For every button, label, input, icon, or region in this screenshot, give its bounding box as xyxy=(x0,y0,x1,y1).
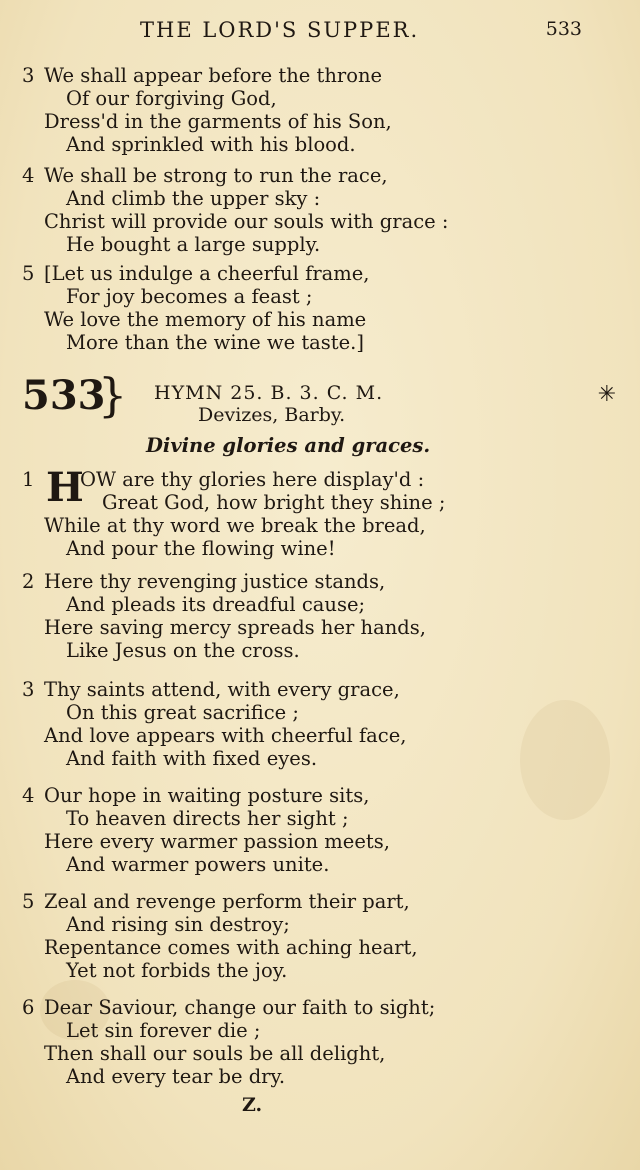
verse-line: He bought a large supply. xyxy=(66,233,321,256)
verse-line: Then shall our souls be all delight, xyxy=(44,1042,386,1065)
verse-line: Like Jesus on the cross. xyxy=(66,639,300,662)
verse-line: Zeal and revenge perform their part, xyxy=(44,890,410,913)
verse-line: Thy saints attend, with every grace, xyxy=(44,678,400,701)
brace-icon: } xyxy=(98,368,128,422)
verse-line: [Let us indulge a cheerful frame, xyxy=(44,262,370,285)
verse-line: And every tear be dry. xyxy=(66,1065,286,1088)
ornament-icon: ✳ xyxy=(597,382,616,407)
verse-line: Christ will provide our souls with grace : xyxy=(44,210,449,233)
verse-line: And pleads its dreadful cause; xyxy=(66,593,366,616)
verse-line: And climb the upper sky : xyxy=(66,187,321,210)
verse-line: And love appears with cheerful face, xyxy=(44,724,407,747)
verse-line: Here saving mercy spreads her hands, xyxy=(44,616,426,639)
verse-line: We shall be strong to run the race, xyxy=(44,164,388,187)
stanza-number: 5 xyxy=(22,890,35,913)
prev-stanza xyxy=(22,262,622,354)
verse-line: To heaven directs her sight ; xyxy=(66,807,349,830)
hymn-stanza xyxy=(22,570,622,662)
drop-cap: H xyxy=(46,464,84,511)
verse-line: Great God, how bright they shine ; xyxy=(102,491,446,514)
stanza-number: 4 xyxy=(22,164,35,187)
hymn-stanza xyxy=(22,784,622,876)
stanza-number: 3 xyxy=(22,678,35,701)
hymn-title: HYMN 25. B. 3. C. M. xyxy=(154,382,384,404)
verse-line: For joy becomes a feast ; xyxy=(66,285,313,308)
verse-line: OW are thy glories here display'd : xyxy=(80,468,425,491)
signature-mark: Z. xyxy=(242,1094,263,1116)
verse-line: More than the wine we taste.] xyxy=(66,331,364,354)
stanza-number: 2 xyxy=(22,570,35,593)
verse-line: Dear Saviour, change our faith to sight; xyxy=(44,996,436,1019)
verse-line: Of our forgiving God, xyxy=(66,87,277,110)
running-head xyxy=(0,18,640,52)
tune-names: Devizes, Barby. xyxy=(198,404,346,426)
stanza-number: 3 xyxy=(22,64,35,87)
running-title: THE LORD'S SUPPER. xyxy=(140,18,420,42)
stanza-number: 1 xyxy=(22,468,35,491)
hymn-number: 533 xyxy=(22,372,106,419)
verse-line: Let sin forever die ; xyxy=(66,1019,261,1042)
hymn-stanza xyxy=(22,996,622,1088)
verse-line: We shall appear before the throne xyxy=(44,64,383,87)
hymn-stanza xyxy=(22,890,622,982)
verse-line: And pour the flowing wine! xyxy=(66,537,336,560)
prev-stanza xyxy=(22,64,622,156)
verse-line: Dress'd in the garments of his Son, xyxy=(44,110,392,133)
verse-line: And sprinkled with his blood. xyxy=(66,133,356,156)
stanza-number: 6 xyxy=(22,996,35,1019)
verse-line: Here every warmer passion meets, xyxy=(44,830,390,853)
verse-line: Repentance comes with aching heart, xyxy=(44,936,418,959)
verse-line: We love the memory of his name xyxy=(44,308,367,331)
verse-line: While at thy word we break the bread, xyxy=(44,514,426,537)
verse-line: Here thy revenging justice stands, xyxy=(44,570,386,593)
verse-line: And warmer powers unite. xyxy=(66,853,330,876)
stanza-number: 5 xyxy=(22,262,35,285)
hymn-stanza xyxy=(22,464,622,560)
verse-line: Our hope in waiting posture sits, xyxy=(44,784,370,807)
verse-line: On this great sacrifice ; xyxy=(66,701,299,724)
verse-line: And faith with fixed eyes. xyxy=(66,747,318,770)
verse-line: And rising sin destroy; xyxy=(66,913,290,936)
hymn-stanza xyxy=(22,678,622,770)
hymn-subject: Divine glories and graces. xyxy=(146,434,431,457)
prev-stanza xyxy=(22,164,622,256)
verse-line: Yet not forbids the joy. xyxy=(66,959,288,982)
stanza-number: 4 xyxy=(22,784,35,807)
page-number: 533 xyxy=(545,18,582,40)
